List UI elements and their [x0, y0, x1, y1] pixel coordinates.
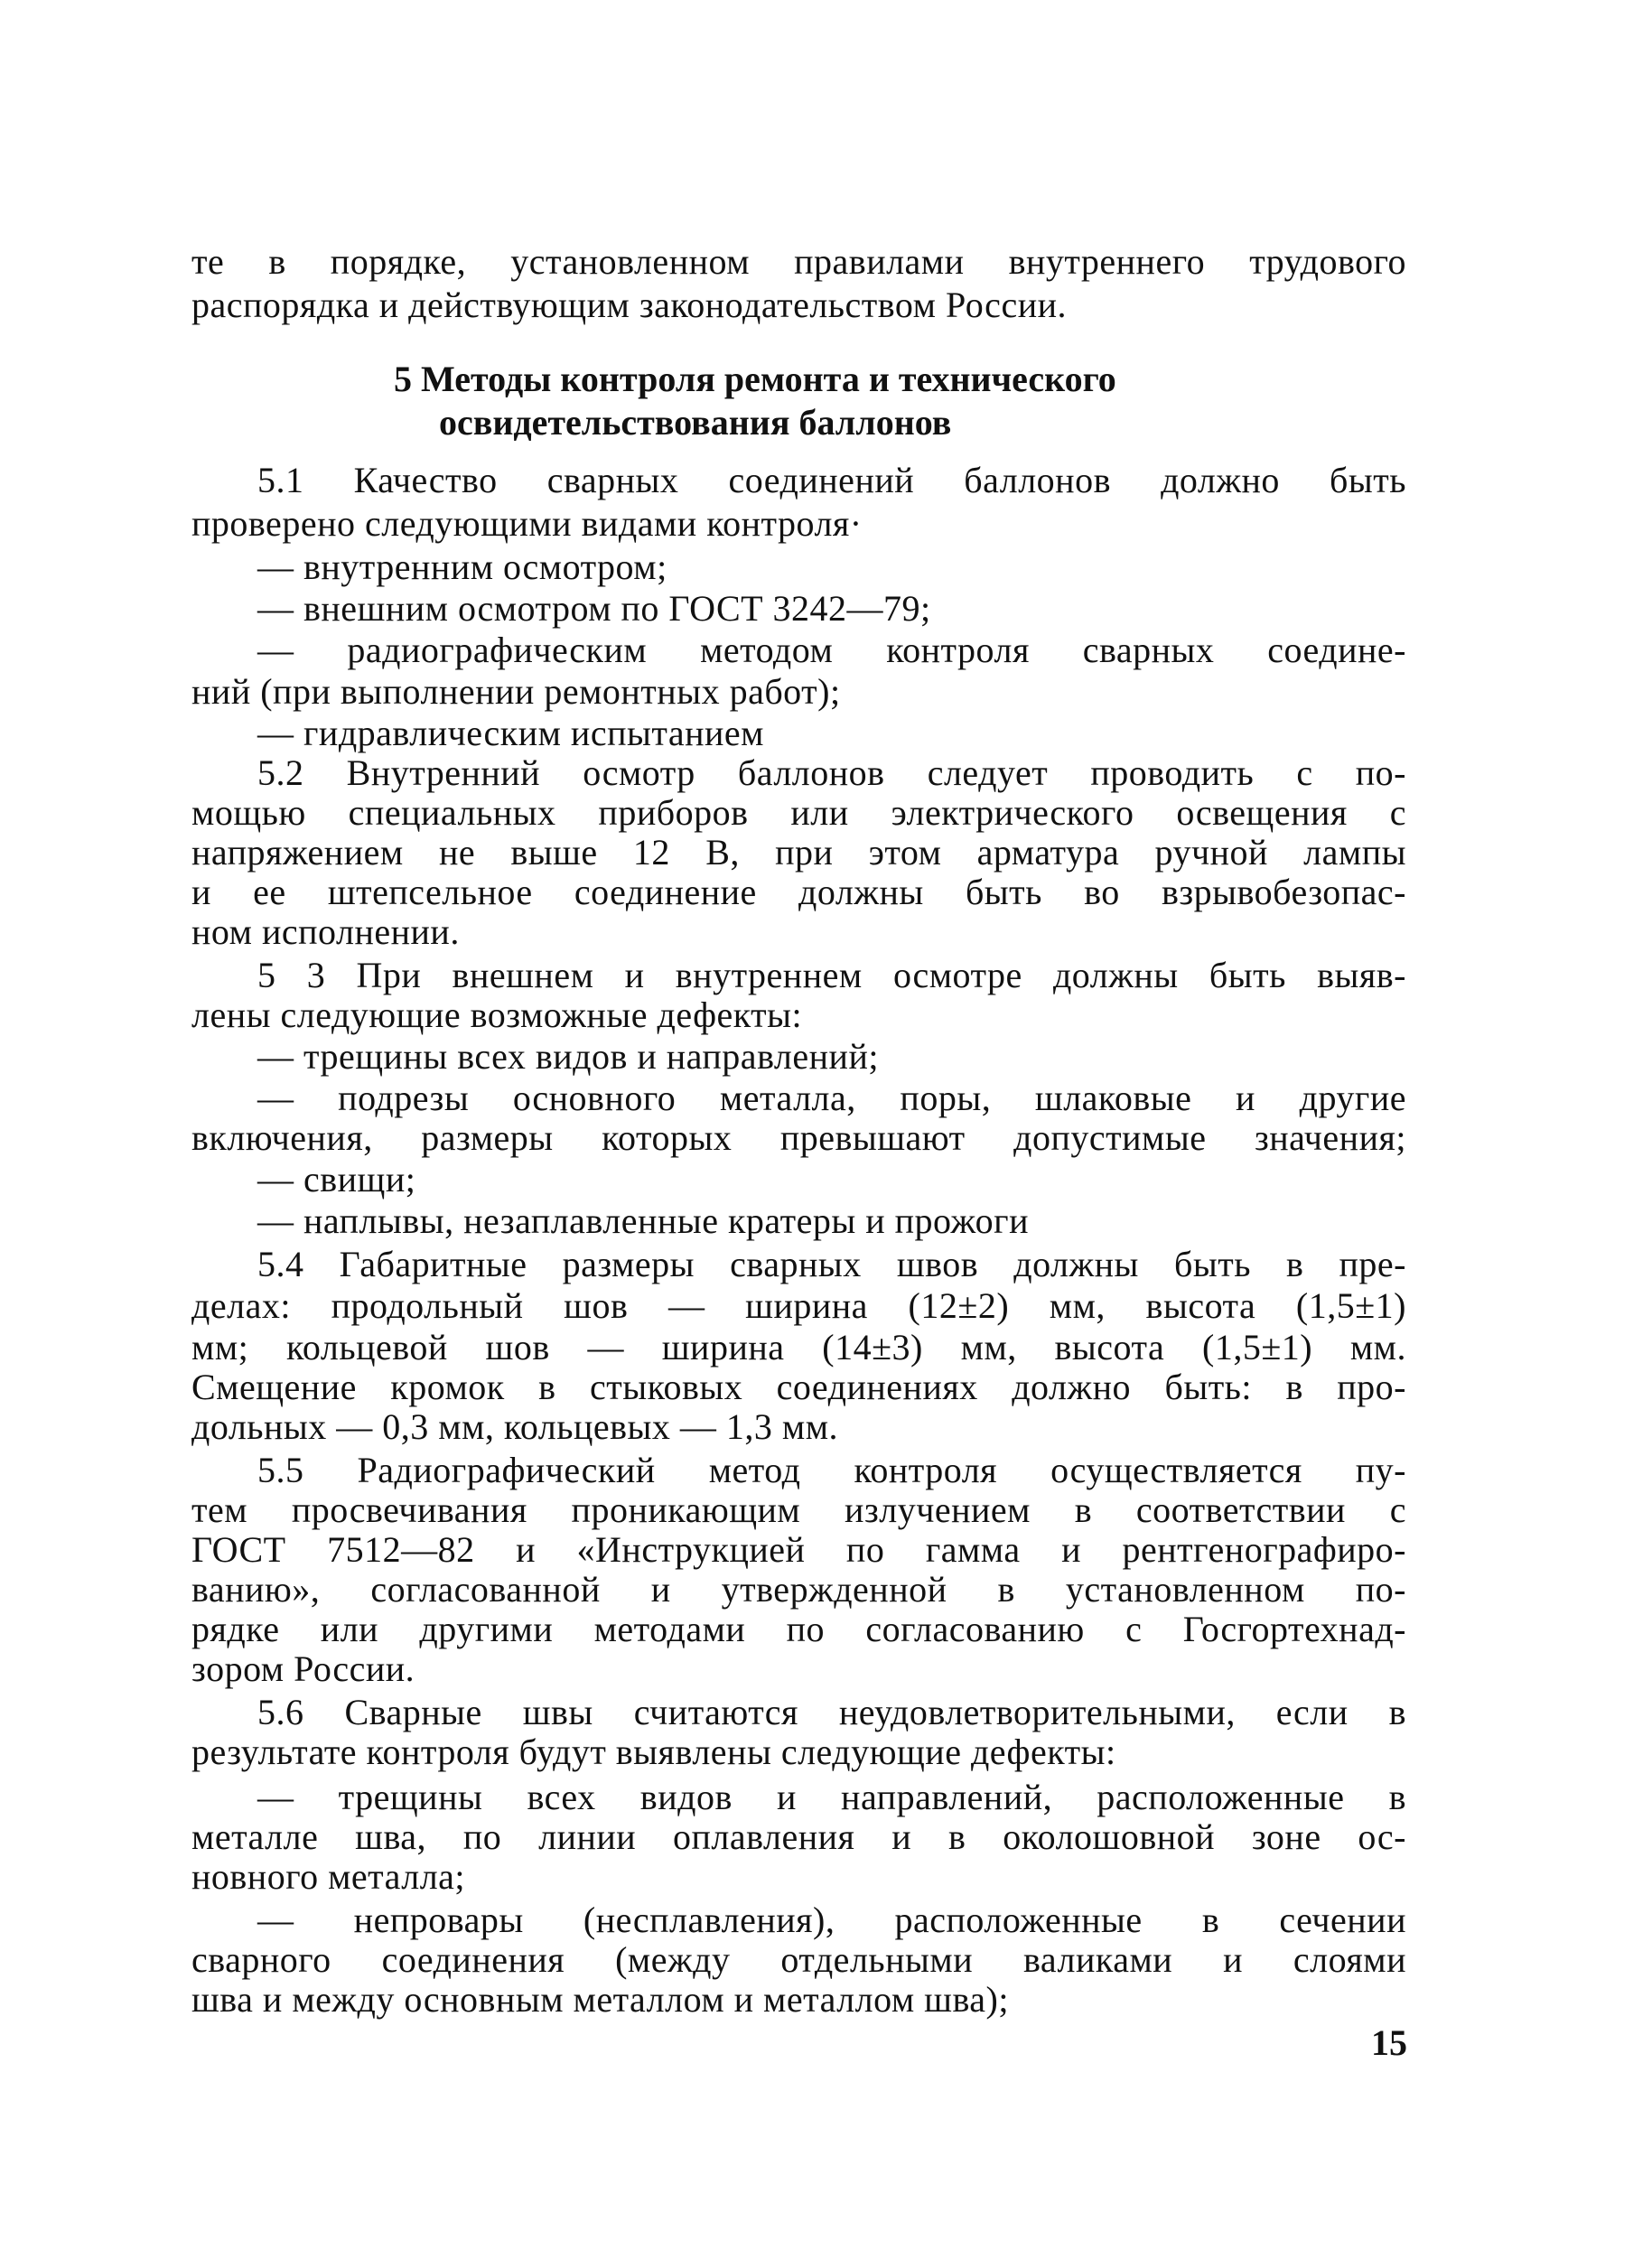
- intro-line-2: распорядка и действующим законодательством России.: [191, 285, 1068, 325]
- p52-line-1: 5.2 Внутренний осмотр баллонов следует проводить с по-: [257, 752, 1406, 793]
- p51-line-1: 5.1 Качество сварных соединений баллонов должно быть: [257, 460, 1406, 500]
- p51-list-item-3-cont: ний (при выполнении ремонтных работ);: [191, 671, 841, 712]
- p55-line-3: ГОСТ 7512—82 и «Инструкцией по гамма и рентгенографиро-: [191, 1529, 1406, 1570]
- p56-list-item-1: — трещины всех видов и направлений, расположенные в: [257, 1777, 1406, 1817]
- p56-list-item-2-cont: сварного соединения (между отдельными валиками и слоями: [191, 1939, 1406, 1980]
- p52-line-3: напряжением не выше 12 В, при этом арматура ручной лампы: [191, 832, 1406, 873]
- intro-line-1: те в порядке, установленном правилами внутреннего трудового: [191, 241, 1406, 282]
- p53-list-item-4: — наплывы, незаплавленные кратеры и прожоги: [257, 1200, 1029, 1241]
- p54-line-1: 5.4 Габаритные размеры сварных швов должны быть в пре-: [257, 1244, 1406, 1284]
- p51-list-item-2: — внешним осмотром по ГОСТ 3242—79;: [257, 588, 931, 629]
- p51-list-item-4: — гидравлическим испытанием: [257, 713, 764, 753]
- p53-list-item-3: — свищи;: [257, 1159, 416, 1200]
- p51-line-2: проверено следующими видами контроля·: [191, 503, 863, 544]
- p56-list-item-2: — непровары (несплавления), расположенные в сечении: [257, 1900, 1406, 1940]
- p55-line-4: ванию», согласованной и утвержденной в установленном по-: [191, 1569, 1406, 1610]
- p55-line-1: 5.5 Радиографический метод контроля осуществляется пу-: [257, 1450, 1406, 1490]
- p51-list-item-1: — внутренним осмотром;: [257, 546, 667, 587]
- p54-line-3: мм; кольцевой шов — ширина (14±3) мм, высота (1,5±1) мм.: [191, 1327, 1406, 1368]
- p52-line-4: и ее штепсельное соединение должны быть во взрывобезопас-: [191, 872, 1406, 912]
- p56-list-item-2-end: шва и между основным металлом и металлом шва);: [191, 1979, 1009, 2020]
- p56-list-item-1-cont: металле шва, по линии оплавления и в околошовной зоне ос-: [191, 1816, 1406, 1857]
- p56-list-item-1-end: новного металла;: [191, 1856, 466, 1897]
- p53-list-item-2-cont: включения, размеры которых превышают допустимые значения;: [191, 1117, 1406, 1158]
- p56-line-1: 5.6 Сварные швы считаются неудовлетворительными, если в: [257, 1692, 1406, 1732]
- p55-line-6: зором России.: [191, 1648, 415, 1689]
- p53-list-item-2: — подрезы основного металла, поры, шлаковые и другие: [257, 1078, 1406, 1118]
- p53-list-item-1: — трещины всех видов и направлений;: [257, 1036, 879, 1077]
- p55-line-2: тем просвечивания проникающим излучением в соответствии с: [191, 1489, 1406, 1530]
- page-number: 15: [1371, 2022, 1407, 2063]
- p54-line-5: дольных — 0,3 мм, кольцевых — 1,3 мм.: [191, 1406, 839, 1447]
- p56-line-2: результате контроля будут выявлены следующие дефекты:: [191, 1732, 1116, 1772]
- section-heading-line-1: 5 Методы контроля ремонта и технического: [394, 359, 1116, 399]
- p54-line-2: делах: продольный шов — ширина (12±2) мм, высота (1,5±1): [191, 1285, 1406, 1326]
- p53-line-1: 5 3 При внешнем и внутреннем осмотре должны быть выяв-: [257, 955, 1406, 995]
- p52-line-5: ном исполнении.: [191, 911, 460, 952]
- p54-line-4: Смещение кромок в стыковых соединениях должно быть: в про-: [191, 1367, 1406, 1407]
- section-heading-line-2: освидетельствования баллонов: [439, 402, 952, 443]
- p52-line-2: мощью специальных приборов или электрического освещения с: [191, 792, 1406, 833]
- p55-line-5: рядке или другими методами по согласованию с Госгортехнад-: [191, 1609, 1406, 1649]
- p51-list-item-3: — радиографическим методом контроля сварных соедине-: [257, 630, 1406, 670]
- p53-line-2: лены следующие возможные дефекты:: [191, 994, 803, 1035]
